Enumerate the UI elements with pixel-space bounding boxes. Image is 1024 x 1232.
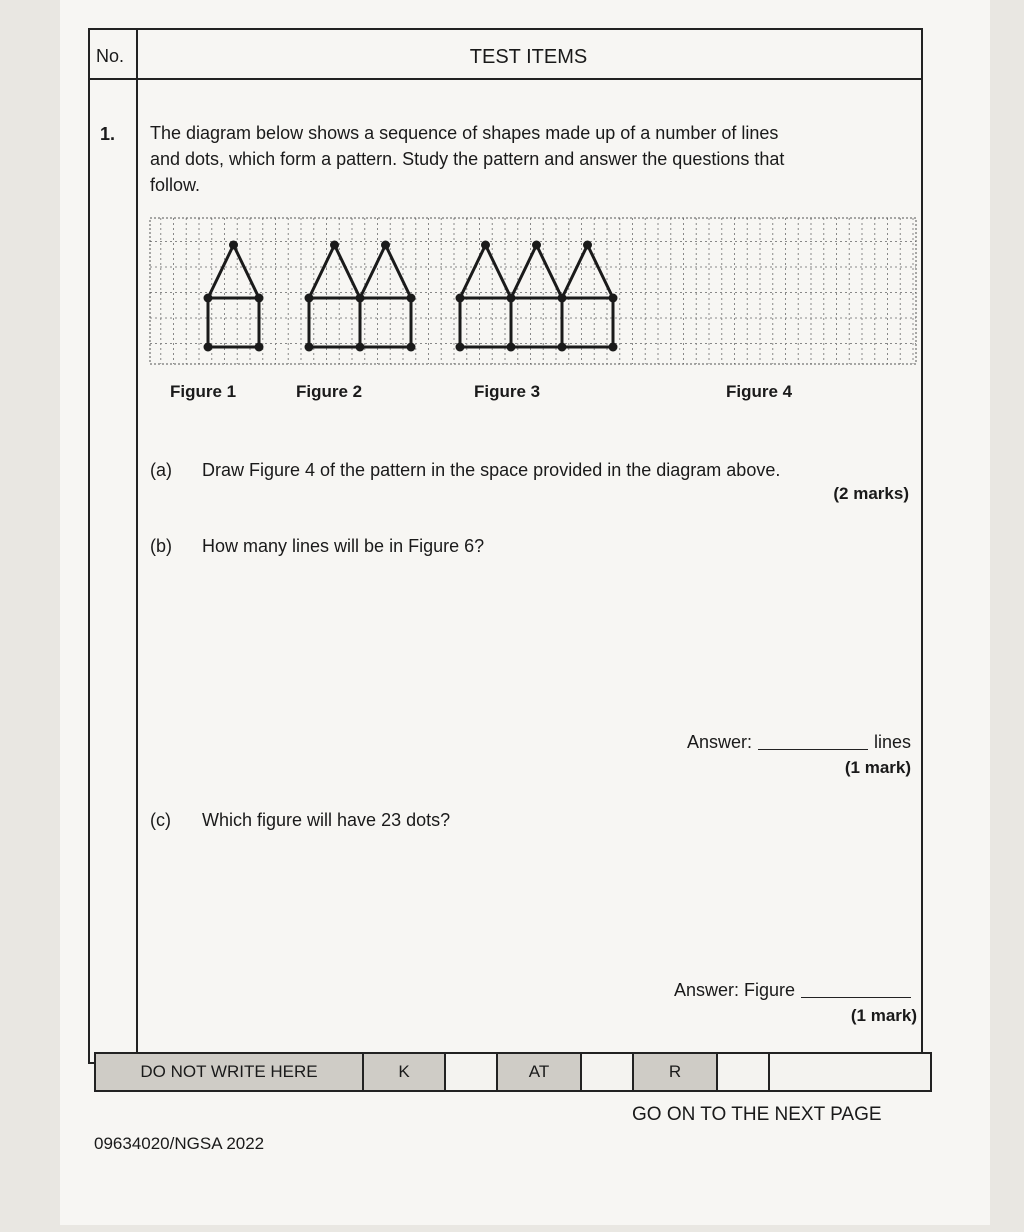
pattern-dot bbox=[609, 343, 618, 352]
part-b-answer-label: Answer: bbox=[686, 732, 752, 752]
intro-line-2: and dots, which form a pattern. Study the pattern and answer the questions that bbox=[150, 149, 785, 169]
pattern-dot bbox=[456, 294, 465, 303]
pattern-dot bbox=[229, 241, 238, 250]
part-a-marks: (2 marks) bbox=[833, 484, 909, 503]
grid-border bbox=[150, 218, 916, 364]
next-page-note: GO ON TO THE NEXT PAGE bbox=[632, 1104, 882, 1125]
k-score-cell bbox=[446, 1054, 498, 1090]
marking-row bbox=[94, 1052, 932, 1092]
part-a-text: Draw Figure 4 of the pattern in the space provided in the diagram above. bbox=[202, 460, 781, 480]
column-divider bbox=[136, 30, 138, 1062]
part-c-answer-label: Answer: Figure bbox=[673, 980, 795, 1000]
pattern-diagram[interactable] bbox=[148, 216, 918, 366]
pattern-dot bbox=[305, 294, 314, 303]
question-intro bbox=[150, 120, 910, 198]
pattern-dot bbox=[381, 241, 390, 250]
part-b-text: How many lines will be in Figure 6? bbox=[202, 536, 485, 556]
pattern-dot bbox=[507, 343, 516, 352]
blank-cell bbox=[770, 1054, 930, 1090]
figure-3-label: Figure 3 bbox=[474, 382, 541, 401]
part-b-label: (b) bbox=[150, 536, 172, 556]
at-score-cell bbox=[582, 1054, 634, 1090]
figure-1-shape bbox=[208, 245, 259, 347]
pattern-dot bbox=[532, 241, 541, 250]
pattern-dot bbox=[305, 343, 314, 352]
pattern-dot bbox=[356, 294, 365, 303]
pattern-dot bbox=[456, 343, 465, 352]
pattern-dot bbox=[407, 343, 416, 352]
pattern-dot bbox=[558, 343, 567, 352]
part-c-marks: (1 mark) bbox=[850, 1006, 917, 1025]
figure-1-label: Figure 1 bbox=[170, 382, 237, 401]
pattern-dot bbox=[558, 294, 567, 303]
part-c-answer[interactable] bbox=[674, 980, 917, 1001]
figure-4-label: Figure 4 bbox=[726, 382, 793, 401]
pattern-dot bbox=[481, 241, 490, 250]
pattern-dot bbox=[609, 294, 618, 303]
part-b-marks: (1 mark) bbox=[844, 758, 911, 777]
part-c-label: (c) bbox=[150, 810, 171, 830]
paper-code: 09634020/NGSA 2022 bbox=[94, 1134, 265, 1153]
test-items-table bbox=[88, 28, 923, 1064]
header-divider bbox=[90, 78, 921, 80]
part-b-answer-blank[interactable] bbox=[758, 749, 868, 750]
pattern-dot bbox=[204, 343, 213, 352]
dot-grid bbox=[150, 218, 916, 364]
part-c-text: Which figure will have 23 dots? bbox=[202, 810, 451, 830]
pattern-dot bbox=[407, 294, 416, 303]
pattern-dot bbox=[255, 294, 264, 303]
part-c-answer-blank[interactable] bbox=[801, 997, 911, 998]
header-no: No. bbox=[96, 46, 125, 66]
part-b-answer[interactable] bbox=[687, 732, 911, 753]
k-cell: K bbox=[364, 1054, 446, 1090]
pattern-dot bbox=[507, 294, 516, 303]
figure-2-label: Figure 2 bbox=[296, 382, 363, 401]
pattern-dot bbox=[330, 241, 339, 250]
pattern-dot bbox=[583, 241, 592, 250]
at-cell: AT bbox=[498, 1054, 582, 1090]
r-score-cell bbox=[718, 1054, 770, 1090]
part-b-answer-unit: lines bbox=[873, 732, 911, 752]
r-cell: R bbox=[634, 1054, 718, 1090]
figure-3-shape bbox=[460, 245, 613, 347]
pattern-dot bbox=[356, 343, 365, 352]
pattern-dot bbox=[204, 294, 213, 303]
intro-line-1: The diagram below shows a sequence of shapes made up of a number of lines bbox=[150, 123, 779, 143]
part-a-label: (a) bbox=[150, 460, 172, 480]
question-number: 1. bbox=[100, 124, 116, 144]
do-not-write-cell: DO NOT WRITE HERE bbox=[96, 1054, 364, 1090]
intro-line-3: follow. bbox=[150, 175, 201, 195]
header-title: TEST ITEMS bbox=[469, 46, 588, 68]
pattern-dot bbox=[255, 343, 264, 352]
